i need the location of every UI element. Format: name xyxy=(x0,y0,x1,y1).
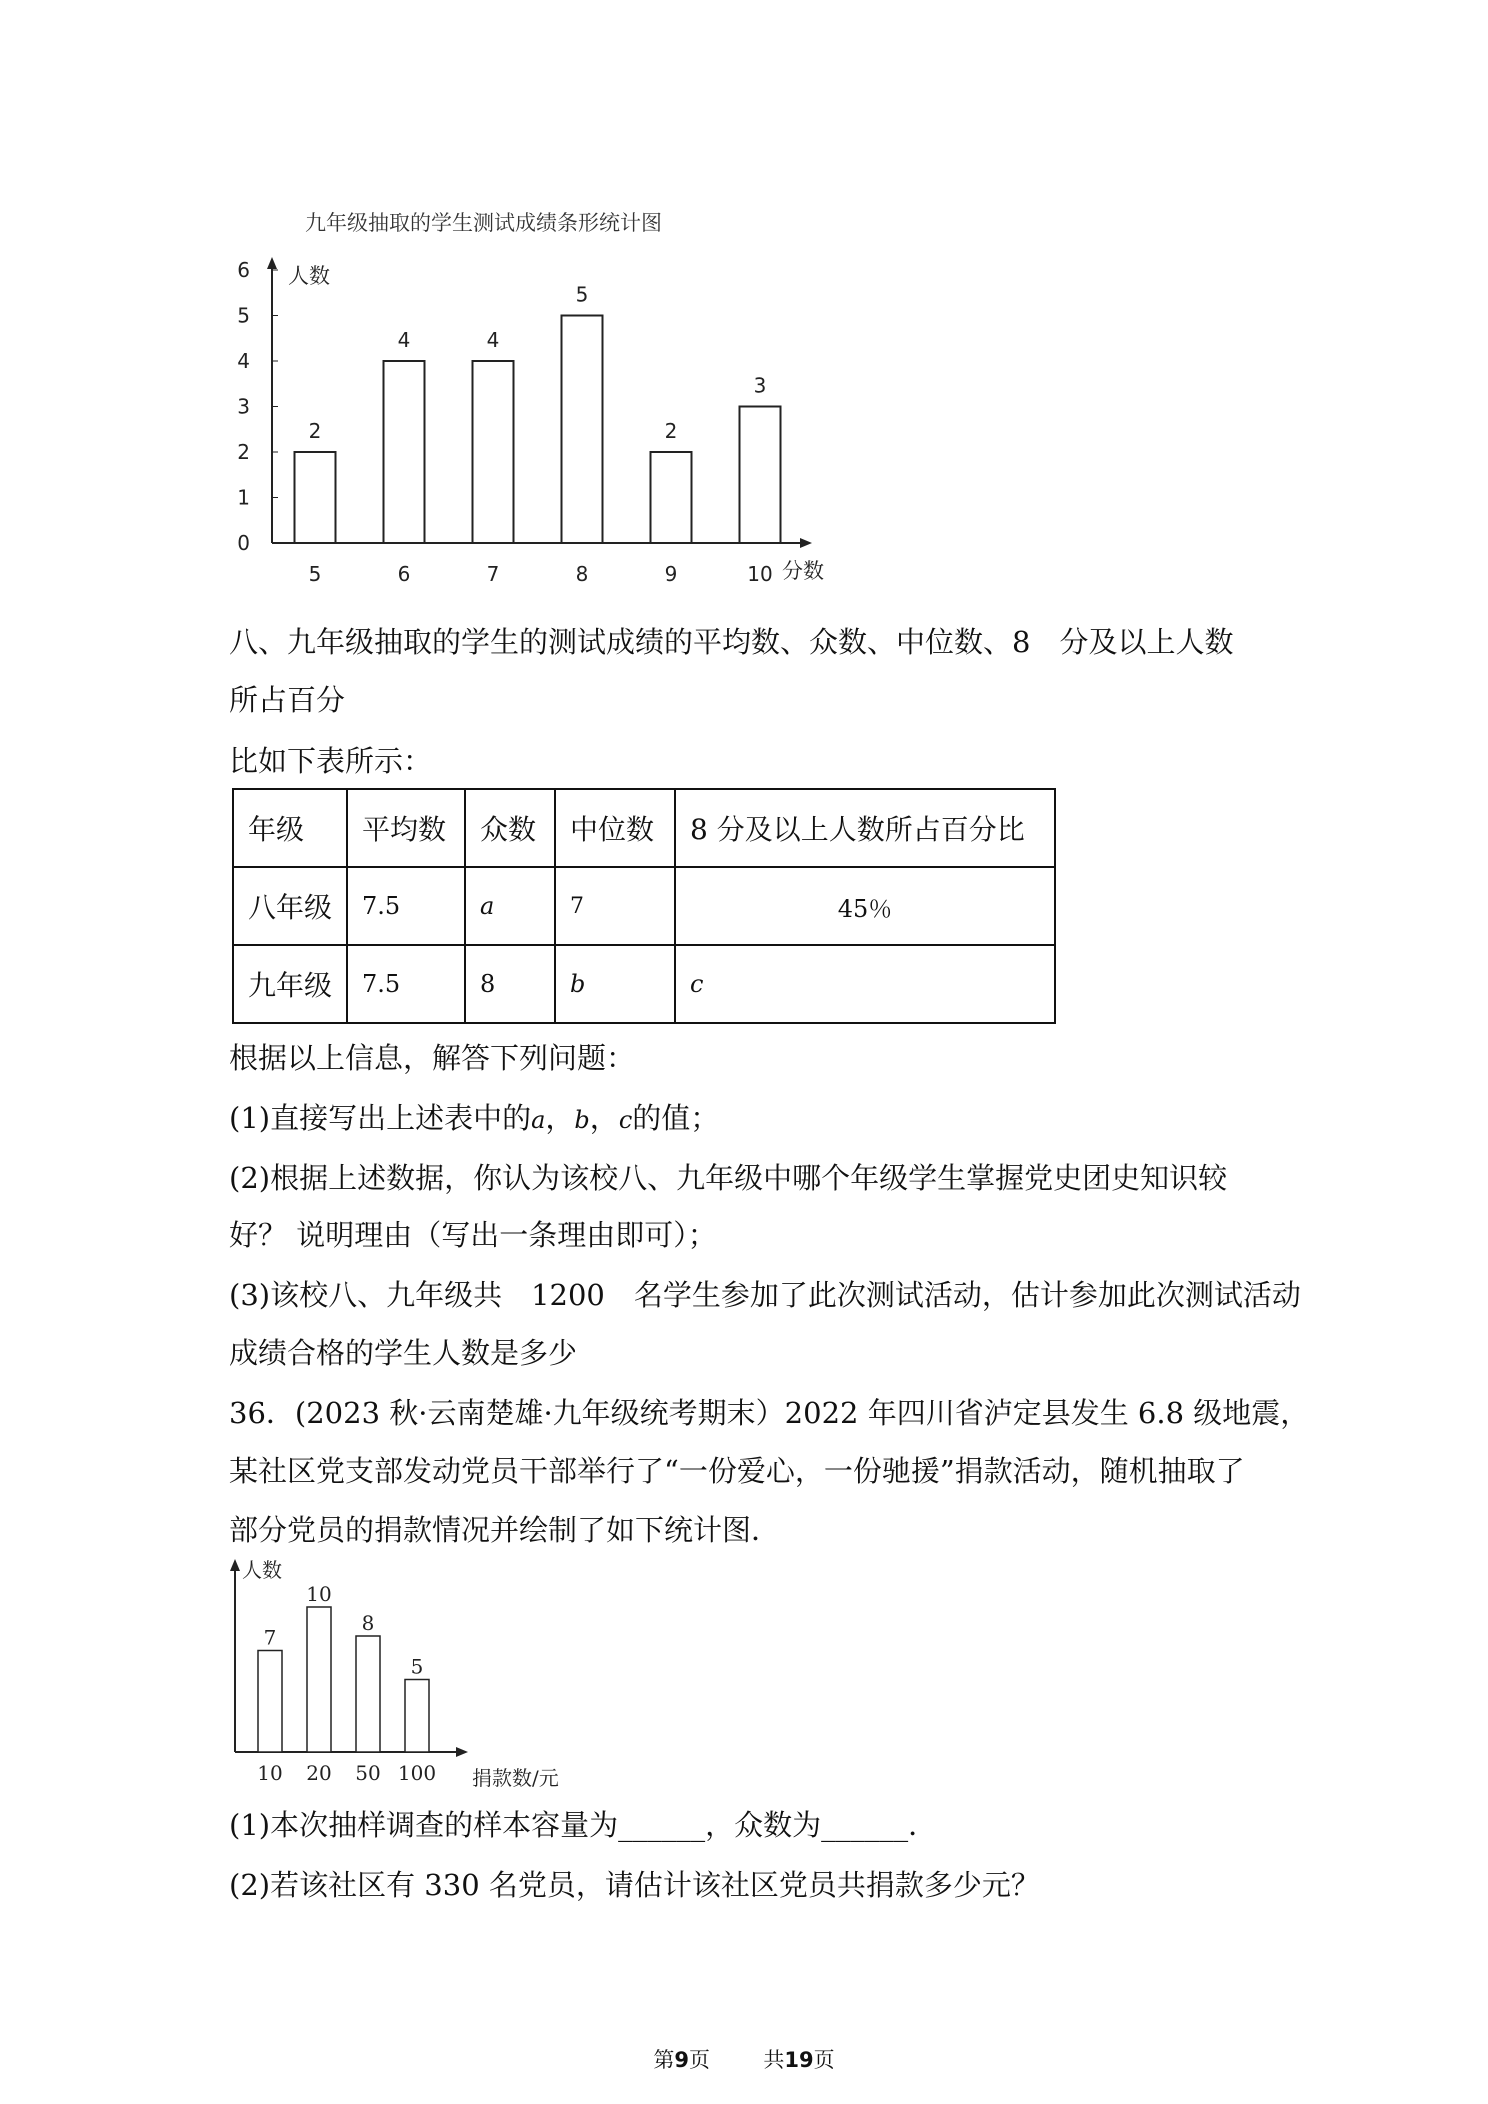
table-header-cell: 年级 xyxy=(233,789,347,867)
x-tick-label: 10 xyxy=(747,562,773,586)
x-tick-label: 8 xyxy=(575,562,589,586)
table-header-cell: 平均数 xyxy=(347,789,465,867)
question-1 xyxy=(229,1098,1289,1140)
problem-36-line2: 某社区党支部发动党员干部举行了“一份爱心，一份驰援”捐款活动，随机抽取了 xyxy=(229,1454,1245,1488)
x-tick-label: 5 xyxy=(308,562,322,586)
table-cell: b xyxy=(555,945,675,1023)
table-header-cell: 8 分及以上人数所占百分比 xyxy=(675,789,1055,867)
y-tick-label: 0 xyxy=(237,531,250,555)
x-tick-label: 20 xyxy=(306,1761,332,1785)
x-tick-label: 100 xyxy=(397,1761,437,1785)
y-tick-label: 1 xyxy=(237,485,250,510)
bar xyxy=(356,1636,380,1752)
chart2-ylabel: 人数 xyxy=(242,1558,282,1582)
x-tick-label: 9 xyxy=(664,562,678,586)
chart1-ylabel: 人数 xyxy=(288,264,330,288)
table-cell: 7.5 xyxy=(347,867,465,945)
var-c: c xyxy=(618,1106,633,1134)
x-tick-label: 6 xyxy=(397,562,411,586)
table-row xyxy=(233,867,1055,945)
x-tick-label: 7 xyxy=(486,562,500,586)
problem-36-line3: 部分党员的捐款情况并绘制了如下统计图． xyxy=(229,1513,781,1547)
total-prefix: 共 xyxy=(763,2048,785,2072)
table-header-cell: 中位数 xyxy=(555,789,675,867)
bar-value-label: 5 xyxy=(575,282,589,307)
bar-value-label: 5 xyxy=(410,1654,424,1679)
question-3-line1: (3)该校八、九年级共 1200 名学生参加了此次测试活动，估计参加此次测试活动 xyxy=(229,1278,1301,1312)
chart1-xlabel: 分数 xyxy=(782,559,824,583)
table-header-cell: 众数 xyxy=(465,789,555,867)
chart1-y-arrow xyxy=(267,257,277,269)
page-footer xyxy=(0,2044,1488,2074)
table-header-row xyxy=(233,789,1055,867)
chart2-y-arrow xyxy=(230,1559,240,1571)
table-cell: 九年级 xyxy=(233,945,347,1023)
bar xyxy=(562,316,603,544)
bar xyxy=(651,452,692,543)
page-prefix: 第 xyxy=(653,2048,675,2072)
table-row xyxy=(233,945,1055,1023)
question-1-prefix: (1)直接写出上述表中的 xyxy=(229,1101,532,1135)
y-tick-label: 2 xyxy=(237,440,250,464)
question-intro: 根据以上信息，解答下列问题： xyxy=(229,1041,636,1075)
para-intro-line2: 所占百分 xyxy=(229,683,346,717)
sep: ， xyxy=(545,1101,575,1135)
bar xyxy=(384,361,425,543)
y-tick-label: 6 xyxy=(237,258,250,282)
chart1-title: 九年级抽取的学生测试成绩条形统计图 xyxy=(305,211,662,235)
bar-value-label: 2 xyxy=(308,419,322,443)
page-number: 9 xyxy=(674,2048,689,2072)
bar-chart-grade9 xyxy=(220,205,860,600)
para-intro-line3: 比如下表所示： xyxy=(229,744,433,778)
bar-value-label: 7 xyxy=(263,1625,277,1650)
bar xyxy=(473,361,514,543)
table-cell: c xyxy=(675,945,1055,1023)
question-2-line2: 好？ 说明理由（写出一条理由即可）； xyxy=(229,1218,717,1252)
subquestion-2: (2)若该社区有 330 名党员，请估计该社区党员共捐款多少元？ xyxy=(229,1868,1040,1902)
problem-36-line1: 36．(2023 秋·云南楚雄·九年级统考期末）2022 年四川省泸定县发生 6.8 级地震， xyxy=(229,1396,1310,1430)
subquestion-1: (1)本次抽样调查的样本容量为______，众数为______． xyxy=(229,1808,938,1842)
chart1-x-arrow xyxy=(800,538,812,548)
total-pages: 19 xyxy=(784,2048,814,2072)
bar-value-label: 2 xyxy=(664,419,678,443)
table-cell: 八年级 xyxy=(233,867,347,945)
total-suffix: 页 xyxy=(813,2048,835,2072)
bar xyxy=(740,407,781,544)
x-tick-label: 50 xyxy=(355,1761,381,1785)
question-1-suffix: 的值； xyxy=(632,1101,720,1135)
table-cell: 8 xyxy=(465,945,555,1023)
bar-value-label: 10 xyxy=(306,1582,332,1606)
table-cell: 7.5 xyxy=(347,945,465,1023)
chart2-x-arrow xyxy=(456,1747,468,1757)
question-2-line1: (2)根据上述数据，你认为该校八、九年级中哪个年级学生掌握党史团史知识较 xyxy=(229,1161,1228,1195)
var-a: a xyxy=(531,1106,546,1134)
table-cell: 45％ xyxy=(675,867,1055,945)
y-tick-label: 4 xyxy=(237,349,250,373)
bar xyxy=(295,452,336,543)
bar-value-label: 4 xyxy=(397,328,411,352)
x-tick-label: 10 xyxy=(257,1761,283,1785)
bar xyxy=(258,1651,282,1753)
bar-value-label: 4 xyxy=(486,328,500,352)
bar-value-label: 3 xyxy=(753,373,767,398)
table-cell: 7 xyxy=(555,867,675,945)
table-cell: a xyxy=(465,867,555,945)
bar xyxy=(405,1680,429,1753)
bar xyxy=(307,1607,331,1752)
var-b: b xyxy=(574,1106,590,1134)
sep: ， xyxy=(589,1101,619,1135)
para-intro-line1: 八、九年级抽取的学生的测试成绩的平均数、众数、中位数、8 分及以上人数 xyxy=(229,625,1234,659)
bar-value-label: 8 xyxy=(361,1611,375,1635)
page-suffix: 页 xyxy=(689,2048,710,2072)
y-tick-label: 3 xyxy=(237,394,250,419)
chart2-xlabel: 捐款数/元 xyxy=(472,1766,559,1790)
question-3-line2: 成绩合格的学生人数是多少 xyxy=(229,1336,578,1370)
y-tick-label: 5 xyxy=(237,303,250,328)
bar-chart-donations xyxy=(220,1555,600,1790)
stats-table xyxy=(232,788,1056,1024)
